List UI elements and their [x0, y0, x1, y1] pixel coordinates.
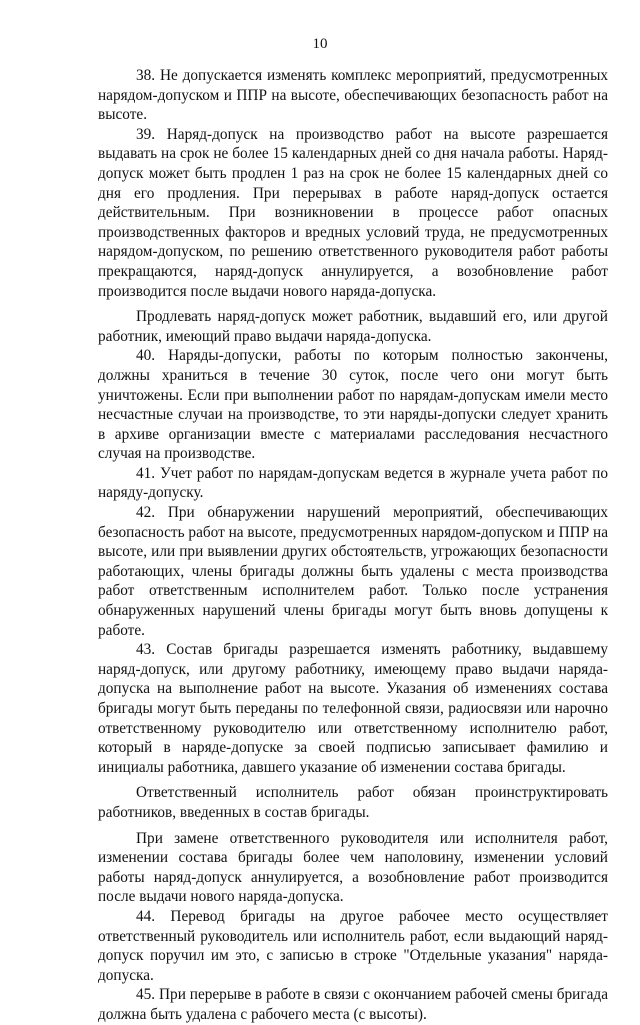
paragraph-44: 44. Перевод бригады на другое рабочее место осуществляет ответственный руководитель или исполнитель работ, если выдающий наряд-допуск поручил им это, с записью в строке "Отдельные указания" наряда-допуска. — [98, 907, 608, 984]
paragraph-45: 45. При перерыве в работе в связи с окончанием рабочей смены бригада должна быть удалена с рабочего места (с высоты). — [98, 986, 608, 1023]
paragraph-43-instruction: Ответственный исполнитель работ обязан проинструктировать работников, введенных в состав бригады. — [98, 784, 608, 821]
page-number: 10 — [312, 36, 328, 52]
paragraph-43-replacement: При замене ответственного руководителя или исполнителя работ, изменении состава бригады более чем наполовину, изменении условий работы наряд-допуск аннулируется, а возобновление работ производится после выдачи нового наряда-допуска. — [98, 829, 608, 906]
paragraph-40: 40. Наряды-допуски, работы по которым полностью закончены, должны храниться в течение 30 суток, после чего они могут быть уничтожены. Если при выполнении работ по нарядам-допускам имели место несчастные случаи на производстве, то эти наряды-допуски следует хранить в архиве организации вместе с материалами расследования несчастного случая на производстве. — [98, 347, 608, 463]
paragraph-41: 41. Учет работ по нарядам-допускам ведется в журнале учета работ по наряду-допуску. — [98, 464, 608, 502]
paragraph-39: 39. Наряд-допуск на производство работ на высоте разрешается выдавать на срок не более 15 календарных дней со дня начала работы. Наряд-допуск может быть продлен 1 раз на срок не более 15 календарных дней со дня его продления. При перерывах в работе наряд-допуск остается действительным. При возникновении в процессе работ опасных производственных факторов и вредных условий труда, не предусмотренных нарядом-допуском, по решению ответственного руководителя работ работы прекращаются, наряд-допуск аннулируется, а возобновление работ производится после выдачи нового наряда-допуска. — [98, 125, 608, 300]
paragraph-42: 42. При обнаружении нарушений мероприятий, обеспечивающих безопасность работ на высоте, предусмотренных нарядом-допуском и ППР на высоте, или при выявлении других обстоятельств, угрожающих безопасности работающих, члены бригады должны быть удалены с места производства работ ответственным исполнителем работ. Только после устранения обнаруженных нарушений члены бригады могут быть вновь допущены к работе. — [98, 504, 609, 639]
document-body — [98, 66, 608, 1025]
paragraph-39-extension: Продлевать наряд-допуск может работник, выдавший его, или другой работник, имеющий право выдачи наряда-допуска. — [98, 308, 608, 345]
paragraph-38: 38. Не допускается изменять комплекс мероприятий, предусмотренных нарядом-допуском и ППР на высоте, обеспечивающих безопасность работ на высоте. — [98, 67, 608, 124]
paragraph-43: 43. Состав бригады разрешается изменять работнику, выдавшему наряд-допуск, или другому работнику, имеющему право выдачи наряда-допуска на выполнение работ на высоте. Указания об изменениях состава бригады могут быть переданы по телефонной связи, радиосвязи или нарочно ответственному руководителю или ответственному исполнителю работ, который в наряде-допуске за своей подписью записывает фамилию и инициалы работника, давшего указание об изменении состава бригады. — [98, 641, 608, 776]
